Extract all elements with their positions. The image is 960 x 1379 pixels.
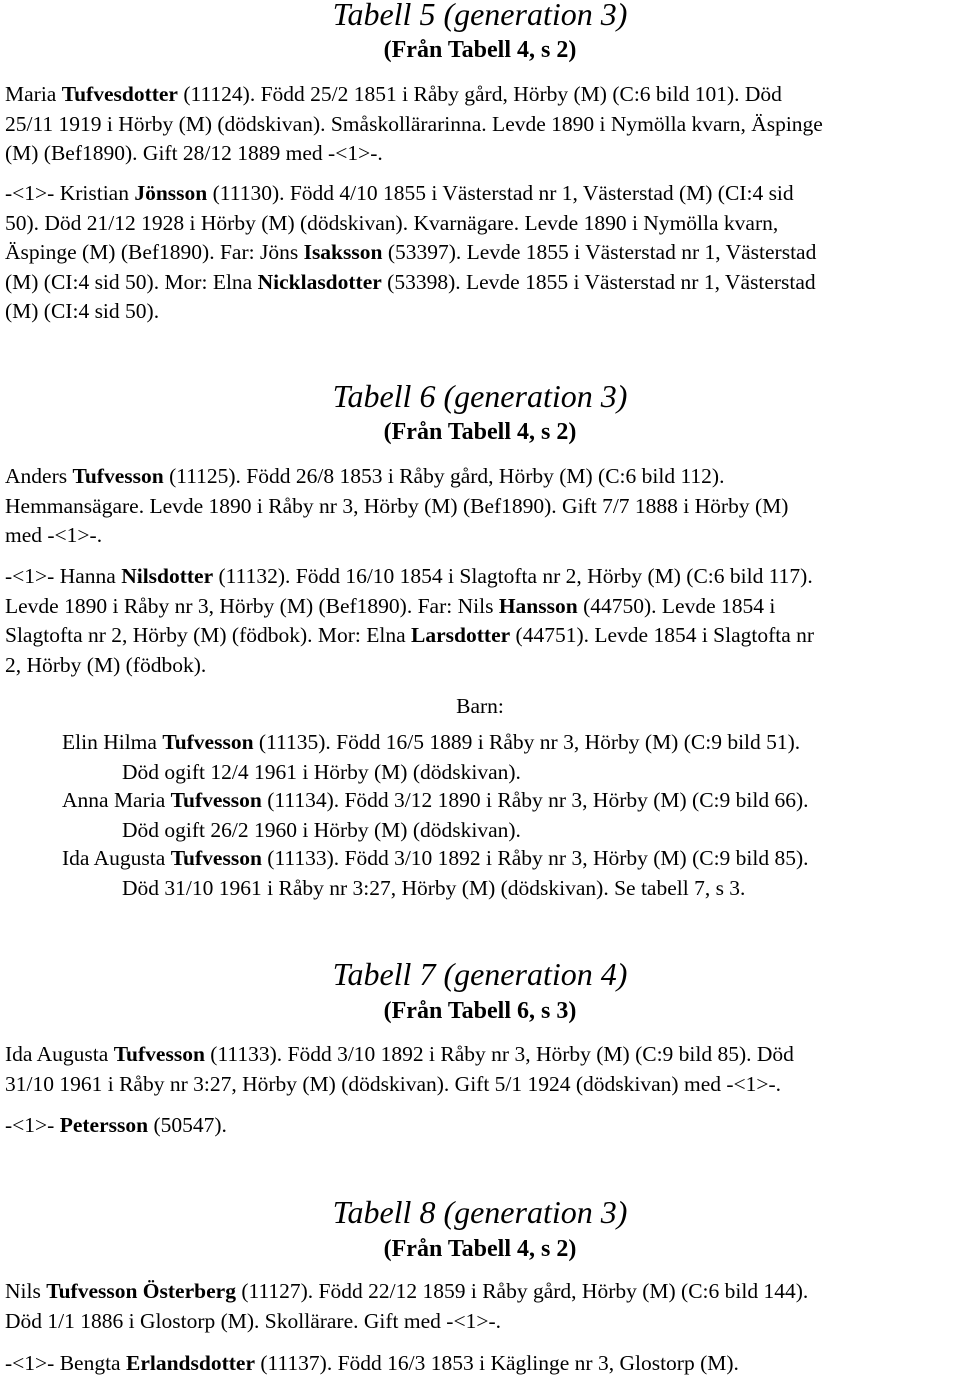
surname: Jönsson [134, 181, 208, 205]
text-line: 50). Död 21/12 1928 i Hörby (M) (dödskivan). Kvarnägare. Levde 1890 i Nymölla kvarn, [5, 210, 779, 235]
person-entry [5, 1040, 960, 1099]
child-entry [62, 728, 960, 787]
section-source: (Från Tabell 6, s 3) [383, 998, 577, 1024]
text-line: Levde 1890 i Råby nr 3, Hörby (M) (Bef1890). Far: Nils Hansson (44750). Levde 1854 i [5, 593, 776, 618]
surname: Tufvesson [170, 846, 262, 870]
child-entry [62, 786, 960, 845]
text-line: (M) (Bef1890). Gift 28/12 1889 med -<1>-. [5, 141, 383, 165]
spouse-entry [5, 1111, 960, 1141]
surname: Tufvesson [72, 464, 164, 488]
surname: Petersson [59, 1113, 149, 1137]
text-line: Död ogift 12/4 1961 i Hörby (M) (dödskivan). [122, 759, 521, 784]
person-entry [5, 462, 960, 551]
text-line: Anders Tufvesson (11125). Född 26/8 1853 i Råby gård, Hörby (M) (C:6 bild 112). [5, 464, 725, 488]
surname: Larsdotter [411, 623, 511, 647]
text-line: 2, Hörby (M) (födbok). [5, 652, 207, 677]
surname: Tufvesson Österberg [46, 1279, 236, 1303]
surname: Tufvesson [113, 1042, 205, 1066]
text-line: Död ogift 26/2 1960 i Hörby (M) (dödskivan). [122, 817, 521, 842]
section-title: Tabell 7 (generation 4) [332, 956, 628, 992]
surname: Tufvesdotter [61, 82, 178, 106]
child-entry [62, 844, 960, 903]
text-line: med -<1>-. [5, 523, 103, 547]
text-line: Död 1/1 1886 i Glostorp (M). Skollärare. Gift med -<1>-. [5, 1308, 501, 1333]
text-line: Elin Hilma Tufvesson (11135). Född 16/5 1889 i Råby nr 3, Hörby (M) (C:9 bild 51). [62, 730, 801, 754]
text-line: Maria Tufvesdotter (11124). Född 25/2 1851 i Råby gård, Hörby (M) (C:6 bild 101). Död [5, 82, 782, 106]
surname: Tufvesson [170, 788, 262, 812]
text-line: Anna Maria Tufvesson (11134). Född 3/12 1890 i Råby nr 3, Hörby (M) (C:9 bild 66). [62, 788, 809, 812]
text-line: 25/11 1919 i Hörby (M) (dödskivan). Småskollärarinna. Levde 1890 i Nymölla kvarn, Äspinge [5, 111, 823, 136]
surname: Isaksson [303, 240, 383, 264]
surname: Nilsdotter [121, 564, 214, 588]
text-line: -<1>- Hanna Nilsdotter (11132). Född 16/10 1854 i Slagtofta nr 2, Hörby (M) (C:6 bild 117). [5, 564, 813, 588]
section-title: Tabell 5 (generation 3) [332, 0, 628, 32]
spouse-entry [5, 1349, 960, 1379]
section-title: Tabell 8 (generation 3) [332, 1194, 628, 1230]
section-title: Tabell 6 (generation 3) [332, 378, 628, 414]
text-line: (M) (CI:4 sid 50). [5, 299, 160, 323]
text-line: 31/10 1961 i Råby nr 3:27, Hörby (M) (dödskivan). Gift 5/1 1924 (dödskivan) med -<1>-. [5, 1071, 782, 1096]
text-line: Nils Tufvesson Österberg (11127). Född 22/12 1859 i Råby gård, Hörby (M) (C:6 bild 144). [5, 1279, 809, 1303]
text-line: Hemmansägare. Levde 1890 i Råby nr 3, Hörby (M) (Bef1890). Gift 7/7 1888 i Hörby (M) [5, 493, 789, 518]
person-entry [5, 80, 960, 169]
section-source: (Från Tabell 4, s 2) [383, 419, 577, 445]
text-line: -<1>- Bengta Erlandsdotter (11137). Född 16/3 1853 i Käglinge nr 3, Glostorp (M). [5, 1351, 739, 1375]
surname: Nicklasdotter [257, 269, 382, 294]
section-source: (Från Tabell 4, s 2) [383, 1236, 577, 1262]
spouse-entry [5, 179, 960, 327]
surname: Hansson [498, 593, 578, 618]
text-line: Ida Augusta Tufvesson (11133). Född 3/10 1892 i Råby nr 3, Hörby (M) (C:9 bild 85). [62, 846, 809, 870]
children-heading: Barn: [456, 694, 504, 718]
section-source: (Från Tabell 4, s 2) [383, 37, 577, 63]
text-line: -<1>- Kristian Jönsson (11130). Född 4/10 1855 i Västerstad nr 1, Västerstad (M) (CI:4 sid [5, 181, 794, 205]
surname: Erlandsdotter [125, 1351, 255, 1375]
person-entry [5, 1277, 960, 1336]
spouse-entry [5, 562, 960, 680]
text-line: Äspinge (M) (Bef1890). Far: Jöns Isaksson (53397). Levde 1855 i Västerstad nr 1, Västerstad [5, 240, 817, 264]
text-line: Död 31/10 1961 i Råby nr 3:27, Hörby (M) (dödskivan). Se tabell 7, s 3. [122, 875, 746, 900]
text-line: Slagtofta nr 2, Hörby (M) (födbok). Mor: Elna Larsdotter (44751). Levde 1854 i Slagtofta nr [5, 623, 815, 647]
text-line: (M) (CI:4 sid 50). Mor: Elna Nicklasdotter (53398). Levde 1855 i Västerstad nr 1, Västerstad [5, 269, 816, 294]
text-line: -<1>- Petersson (50547). [5, 1113, 227, 1137]
surname: Tufvesson [162, 730, 254, 754]
text-line: Ida Augusta Tufvesson (11133). Född 3/10 1892 i Råby nr 3, Hörby (M) (C:9 bild 85). Död [5, 1042, 794, 1066]
